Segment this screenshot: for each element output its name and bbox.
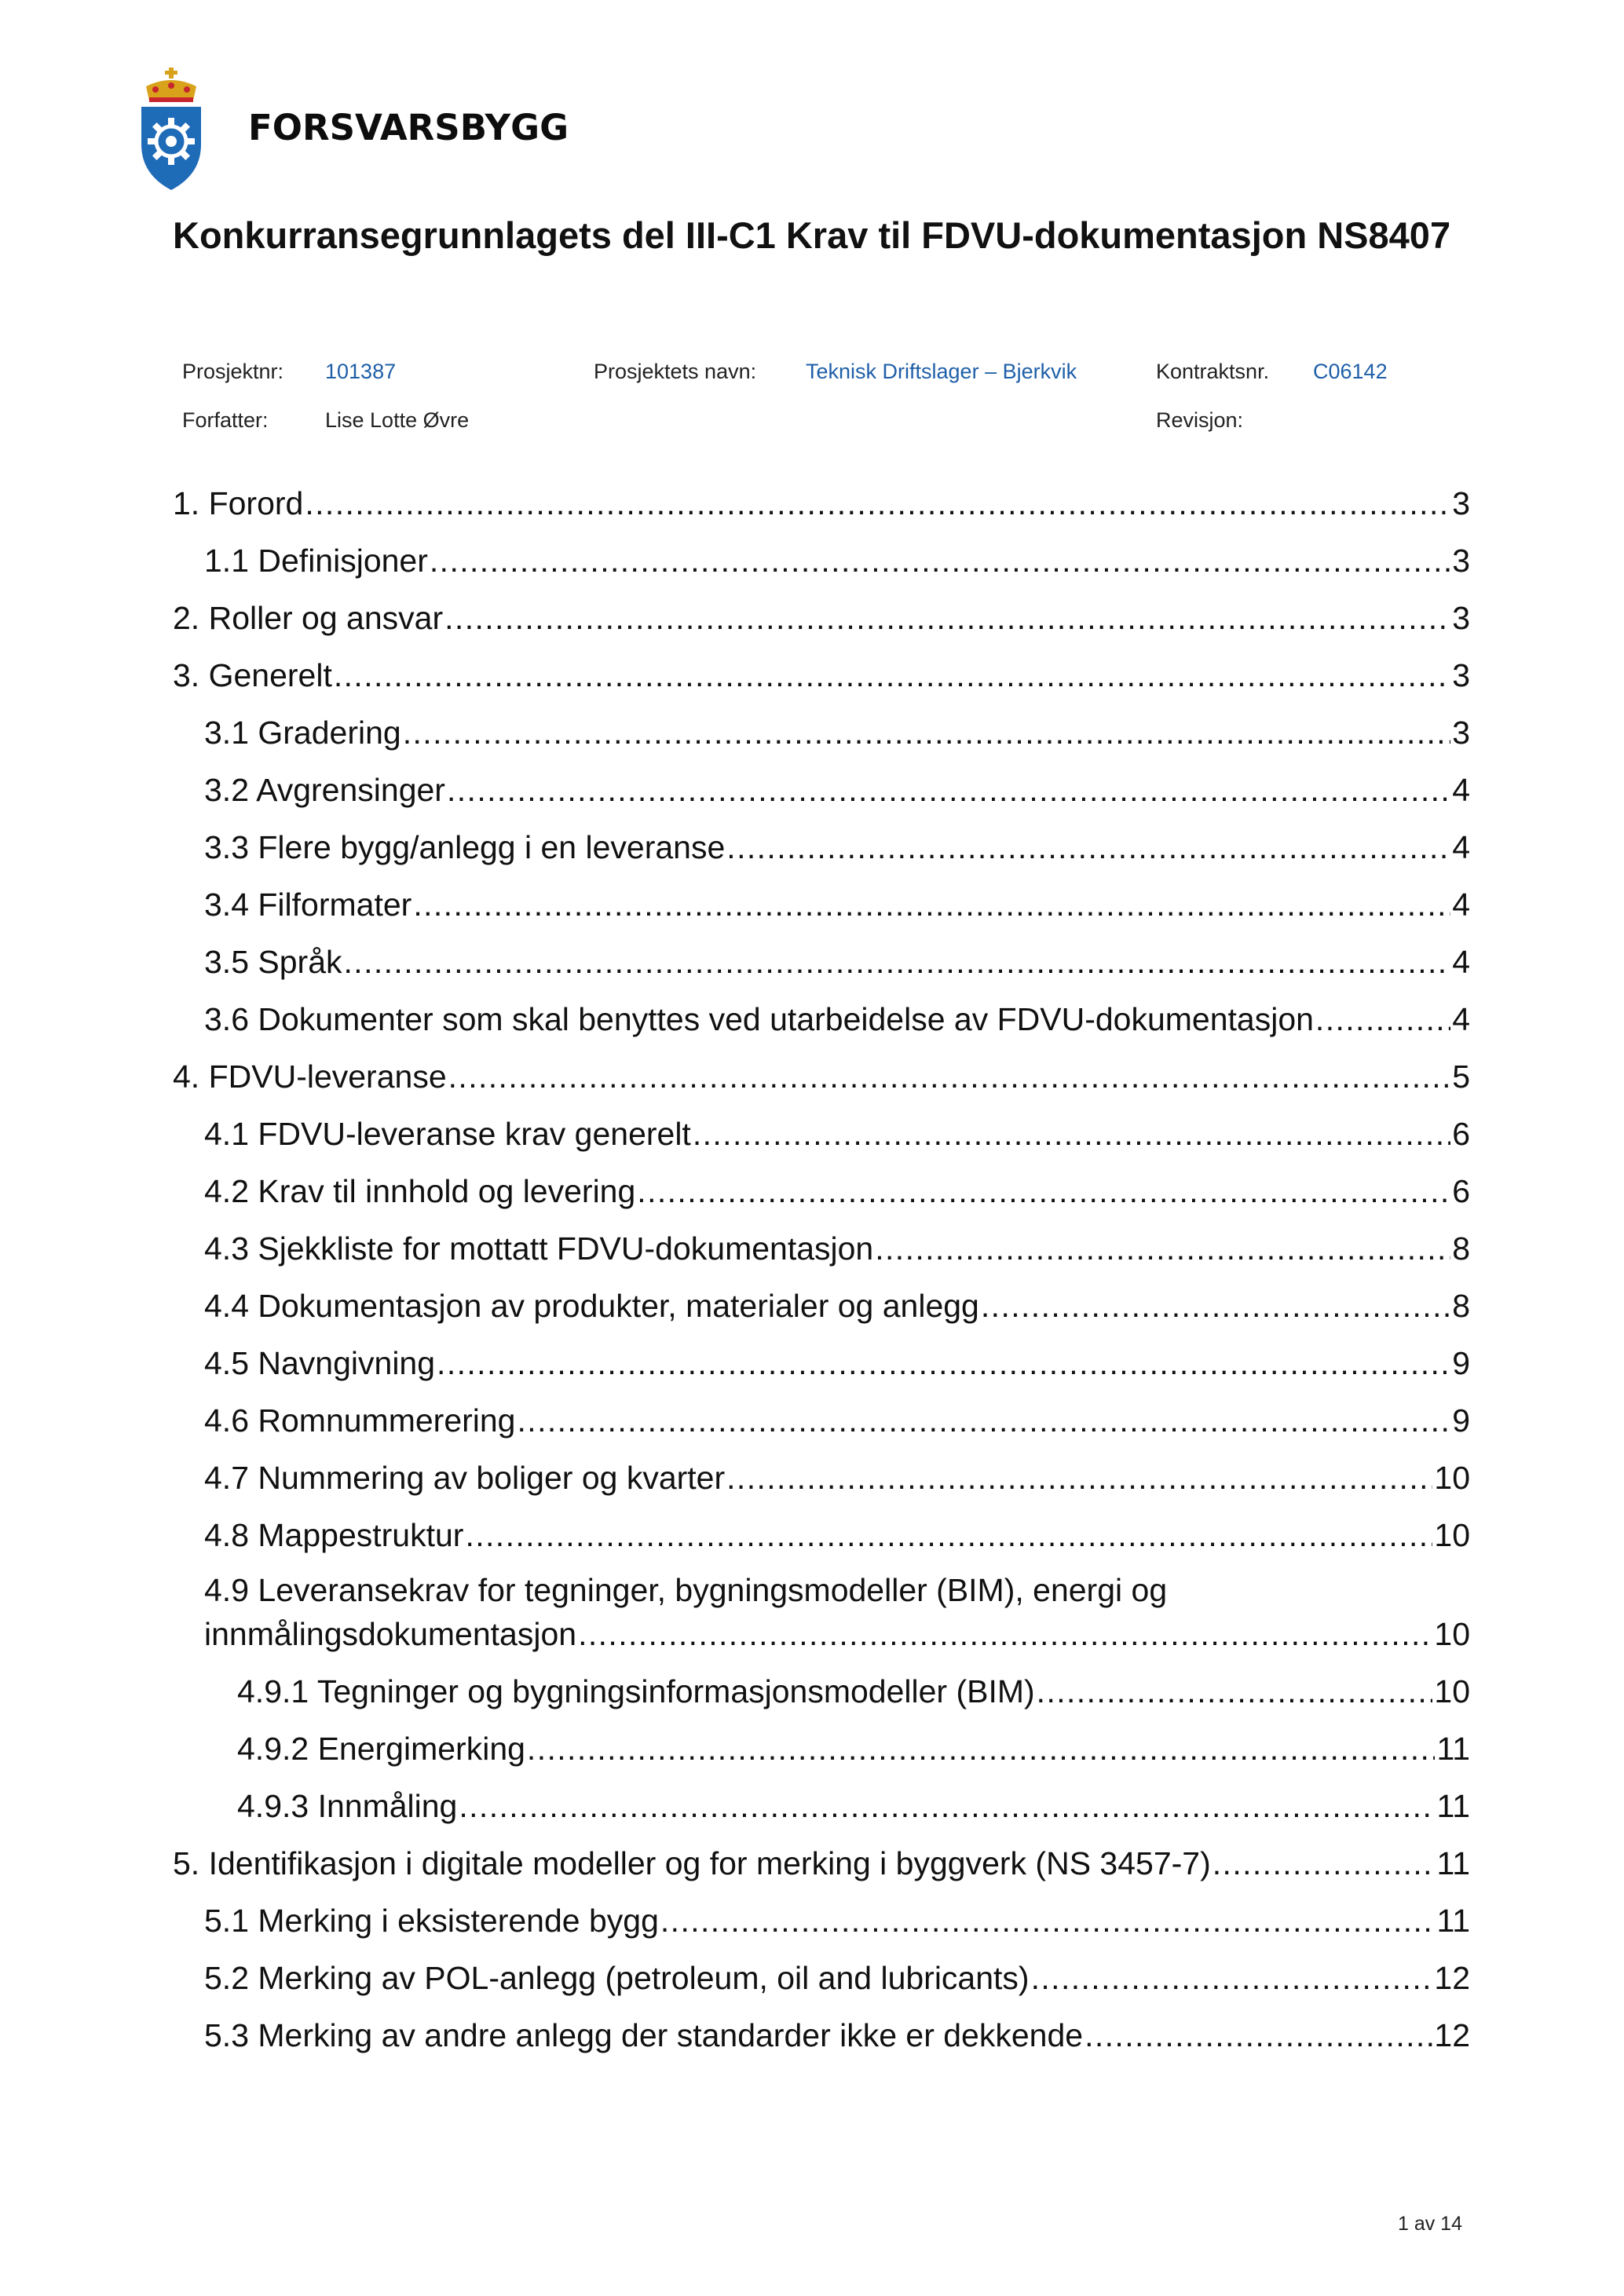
brand-name: FORSVARSBYGG [248,107,569,148]
toc-leader-dots [334,657,1450,694]
toc-entry-label: 2. Roller og ansvar [173,600,444,636]
toc-entry-label: 3.4 Filformater [204,887,412,923]
toc-entry-page: 4 [1452,772,1470,808]
revisjon-label: Revisjon: [1156,408,1244,432]
toc-entry[interactable] [204,543,1470,579]
toc-entry-page: 10 [1434,1517,1470,1553]
toc-leader-dots [660,1903,1436,1940]
toc-leader-dots [305,485,1450,522]
kontraktsnr-value: C06142 [1313,360,1388,383]
toc-leader-dots [726,829,1450,866]
toc-leader-dots [981,1288,1450,1325]
toc-entry[interactable] [204,887,1470,923]
toc-entry-page: 9 [1452,1402,1470,1439]
crown-icon [146,68,196,102]
toc-entry[interactable] [204,944,1470,981]
toc-entry-page: 12 [1434,2017,1470,2053]
toc-entry-label: 4.3 Sjekkliste for mottatt FDVU-dokumentasjon [204,1230,874,1267]
toc-entry-page: 6 [1452,1116,1470,1152]
toc-entry[interactable] [204,1345,1470,1382]
toc-entry-page: 3 [1452,543,1470,579]
toc-entry-page: 3 [1452,715,1470,751]
toc-entry-label: innmålingsdokumentasjon [204,1616,577,1652]
toc-entry[interactable] [173,1845,1470,1882]
toc-entry-page: 11 [1436,1731,1470,1767]
prosjektnr-value: 101387 [325,360,397,383]
toc-leader-dots [1037,1673,1433,1710]
prosjekt-navn-label: Prosjektets navn: [594,360,757,383]
toc-entry[interactable] [204,2017,1470,2054]
toc-entry-label: 3.3 Flere bygg/anlegg i en leveranse [204,829,726,865]
toc-entry-label: 1. Forord [173,485,304,521]
toc-entry-label: 3.1 Gradering [204,715,401,751]
toc-entry[interactable] [204,1616,1470,1653]
toc-leader-dots [1084,2017,1432,2054]
toc-entry[interactable] [173,600,1470,637]
forfatter-value: Lise Lotte Øvre [325,408,470,432]
toc-leader-dots [465,1517,1432,1554]
toc-leader-dots [1315,1001,1450,1038]
toc-entry-label: 4.7 Nummering av boliger og kvarter [204,1460,726,1496]
toc-entry[interactable] [204,772,1470,809]
toc-entry-label: 4.5 Navngivning [204,1345,436,1381]
toc-leader-dots [413,887,1450,923]
prosjektnr-label: Prosjektnr: [182,360,284,383]
toc-entry[interactable] [173,1058,1470,1095]
toc-entry-page: 10 [1434,1460,1470,1496]
toc-leader-dots [430,543,1450,579]
toc-leader-dots [1031,1960,1433,1997]
toc-entry-label: 4.2 Krav til innhold og levering [204,1173,636,1209]
toc-entry-page: 4 [1452,829,1470,865]
toc-leader-dots [637,1173,1450,1210]
toc-entry[interactable] [173,657,1470,694]
toc-entry[interactable] [173,485,1470,522]
gear-icon [148,118,195,165]
toc-entry-page: 8 [1452,1288,1470,1324]
toc-entry-label: 3.6 Dokumenter som skal benyttes ved utarbeidelse av FDVU-dokumentasjon [204,1001,1314,1037]
toc-leader-dots [693,1116,1450,1153]
toc-entry-label: 5.3 Merking av andre anlegg der standarder ikke er dekkende [204,2017,1084,2053]
toc-entry[interactable] [204,1460,1470,1497]
toc-leader-dots [403,715,1450,751]
toc-entry-label: 4. FDVU-leveranse [173,1058,447,1095]
toc-entry[interactable] [237,1673,1470,1710]
page-indicator: 1 av 14 [1397,2213,1462,2235]
toc-entry-label-line1[interactable]: 4.9 Leveransekrav for tegninger, bygningsmodeller (BIM), energi og [204,1572,1168,1608]
toc-entry-page: 3 [1452,657,1470,693]
toc-entry-label: 5.1 Merking i eksisterende bygg [204,1903,659,1939]
toc-entry-label: 4.9.3 Innmåling [237,1788,458,1824]
toc-entry[interactable] [204,1173,1470,1210]
toc-entry-label: 1.1 Definisjoner [204,543,428,579]
toc-entry[interactable] [204,829,1470,866]
toc-entry-label: 5.2 Merking av POL-anlegg (petroleum, oil and lubricants) [204,1960,1030,1996]
toc-entry-label: 4.6 Romnummerering [204,1402,516,1439]
toc-entry-page: 11 [1436,1903,1470,1939]
toc-entry[interactable] [204,1960,1470,1997]
toc-entry-label: 3. Generelt [173,657,332,693]
toc-entry-page: 12 [1434,1960,1470,1996]
toc-entry-page: 3 [1452,485,1470,521]
toc-entry-page: 11 [1436,1845,1470,1881]
toc-entry[interactable] [204,1288,1470,1325]
toc-entry[interactable] [204,1402,1470,1439]
toc-entry-page: 6 [1452,1173,1470,1209]
prosjekt-navn-value: Teknisk Driftslager – Bjerkvik [806,360,1077,383]
toc-entry[interactable] [237,1788,1470,1825]
toc-leader-dots [444,600,1450,637]
toc-entry-label: 4.4 Dokumentasjon av produkter, materialer og anlegg [204,1288,979,1324]
toc-entry-page: 9 [1452,1345,1470,1381]
toc-leader-dots [875,1230,1450,1267]
toc-entry-label: 3.2 Avgrensinger [204,772,445,808]
toc-leader-dots [437,1345,1450,1382]
forsvarsbygg-logo-icon [140,66,203,192]
toc-entry[interactable] [204,1903,1470,1940]
toc-entry[interactable] [204,1116,1470,1153]
document-title: Konkurransegrunnlagets del III-C1 Krav til FDVU-dokumentasjon NS8407 [173,214,1451,256]
toc-leader-dots [527,1731,1436,1768]
toc-entry-label: 4.9.2 Energimerking [237,1731,525,1767]
toc-leader-dots [726,1460,1432,1497]
toc-entry-label: 4.8 Mappestruktur [204,1517,464,1553]
toc-entry-label: 4.1 FDVU-leveranse krav generelt [204,1116,691,1152]
toc-entry[interactable] [237,1731,1470,1768]
toc-leader-dots [447,772,1450,809]
kontraktsnr-label: Kontraktsnr. [1156,360,1270,383]
toc-leader-dots [344,944,1451,981]
toc-leader-dots [1213,1845,1436,1882]
toc-entry-page: 4 [1452,887,1470,923]
toc-entry[interactable] [204,1517,1470,1554]
toc-entry-page: 10 [1434,1616,1470,1652]
toc-entry-label: 5. Identifikasjon i digitale modeller og for merking i byggverk (NS 3457-7) [173,1845,1211,1881]
toc-leader-dots [448,1058,1451,1095]
toc-entry-page: 3 [1452,600,1470,636]
toc-entry-page: 8 [1452,1230,1470,1267]
toc-entry[interactable] [204,1001,1470,1038]
toc-entry-page: 4 [1452,944,1470,980]
toc-entry-page: 10 [1434,1673,1470,1709]
toc-entry-label: 4.9.1 Tegninger og bygningsinformasjonsmodeller (BIM) [237,1673,1035,1709]
toc-entry-page: 4 [1452,1001,1470,1037]
toc-leader-dots [518,1402,1451,1439]
toc-entry-label: 3.5 Språk [204,944,342,980]
toc-entry-page: 11 [1436,1788,1470,1824]
forfatter-label: Forfatter: [182,408,269,432]
toc-entry[interactable] [204,715,1470,751]
toc-leader-dots [578,1616,1432,1653]
toc-entry[interactable] [204,1230,1470,1267]
toc-leader-dots [459,1788,1435,1825]
toc-entry-page: 5 [1452,1058,1470,1095]
